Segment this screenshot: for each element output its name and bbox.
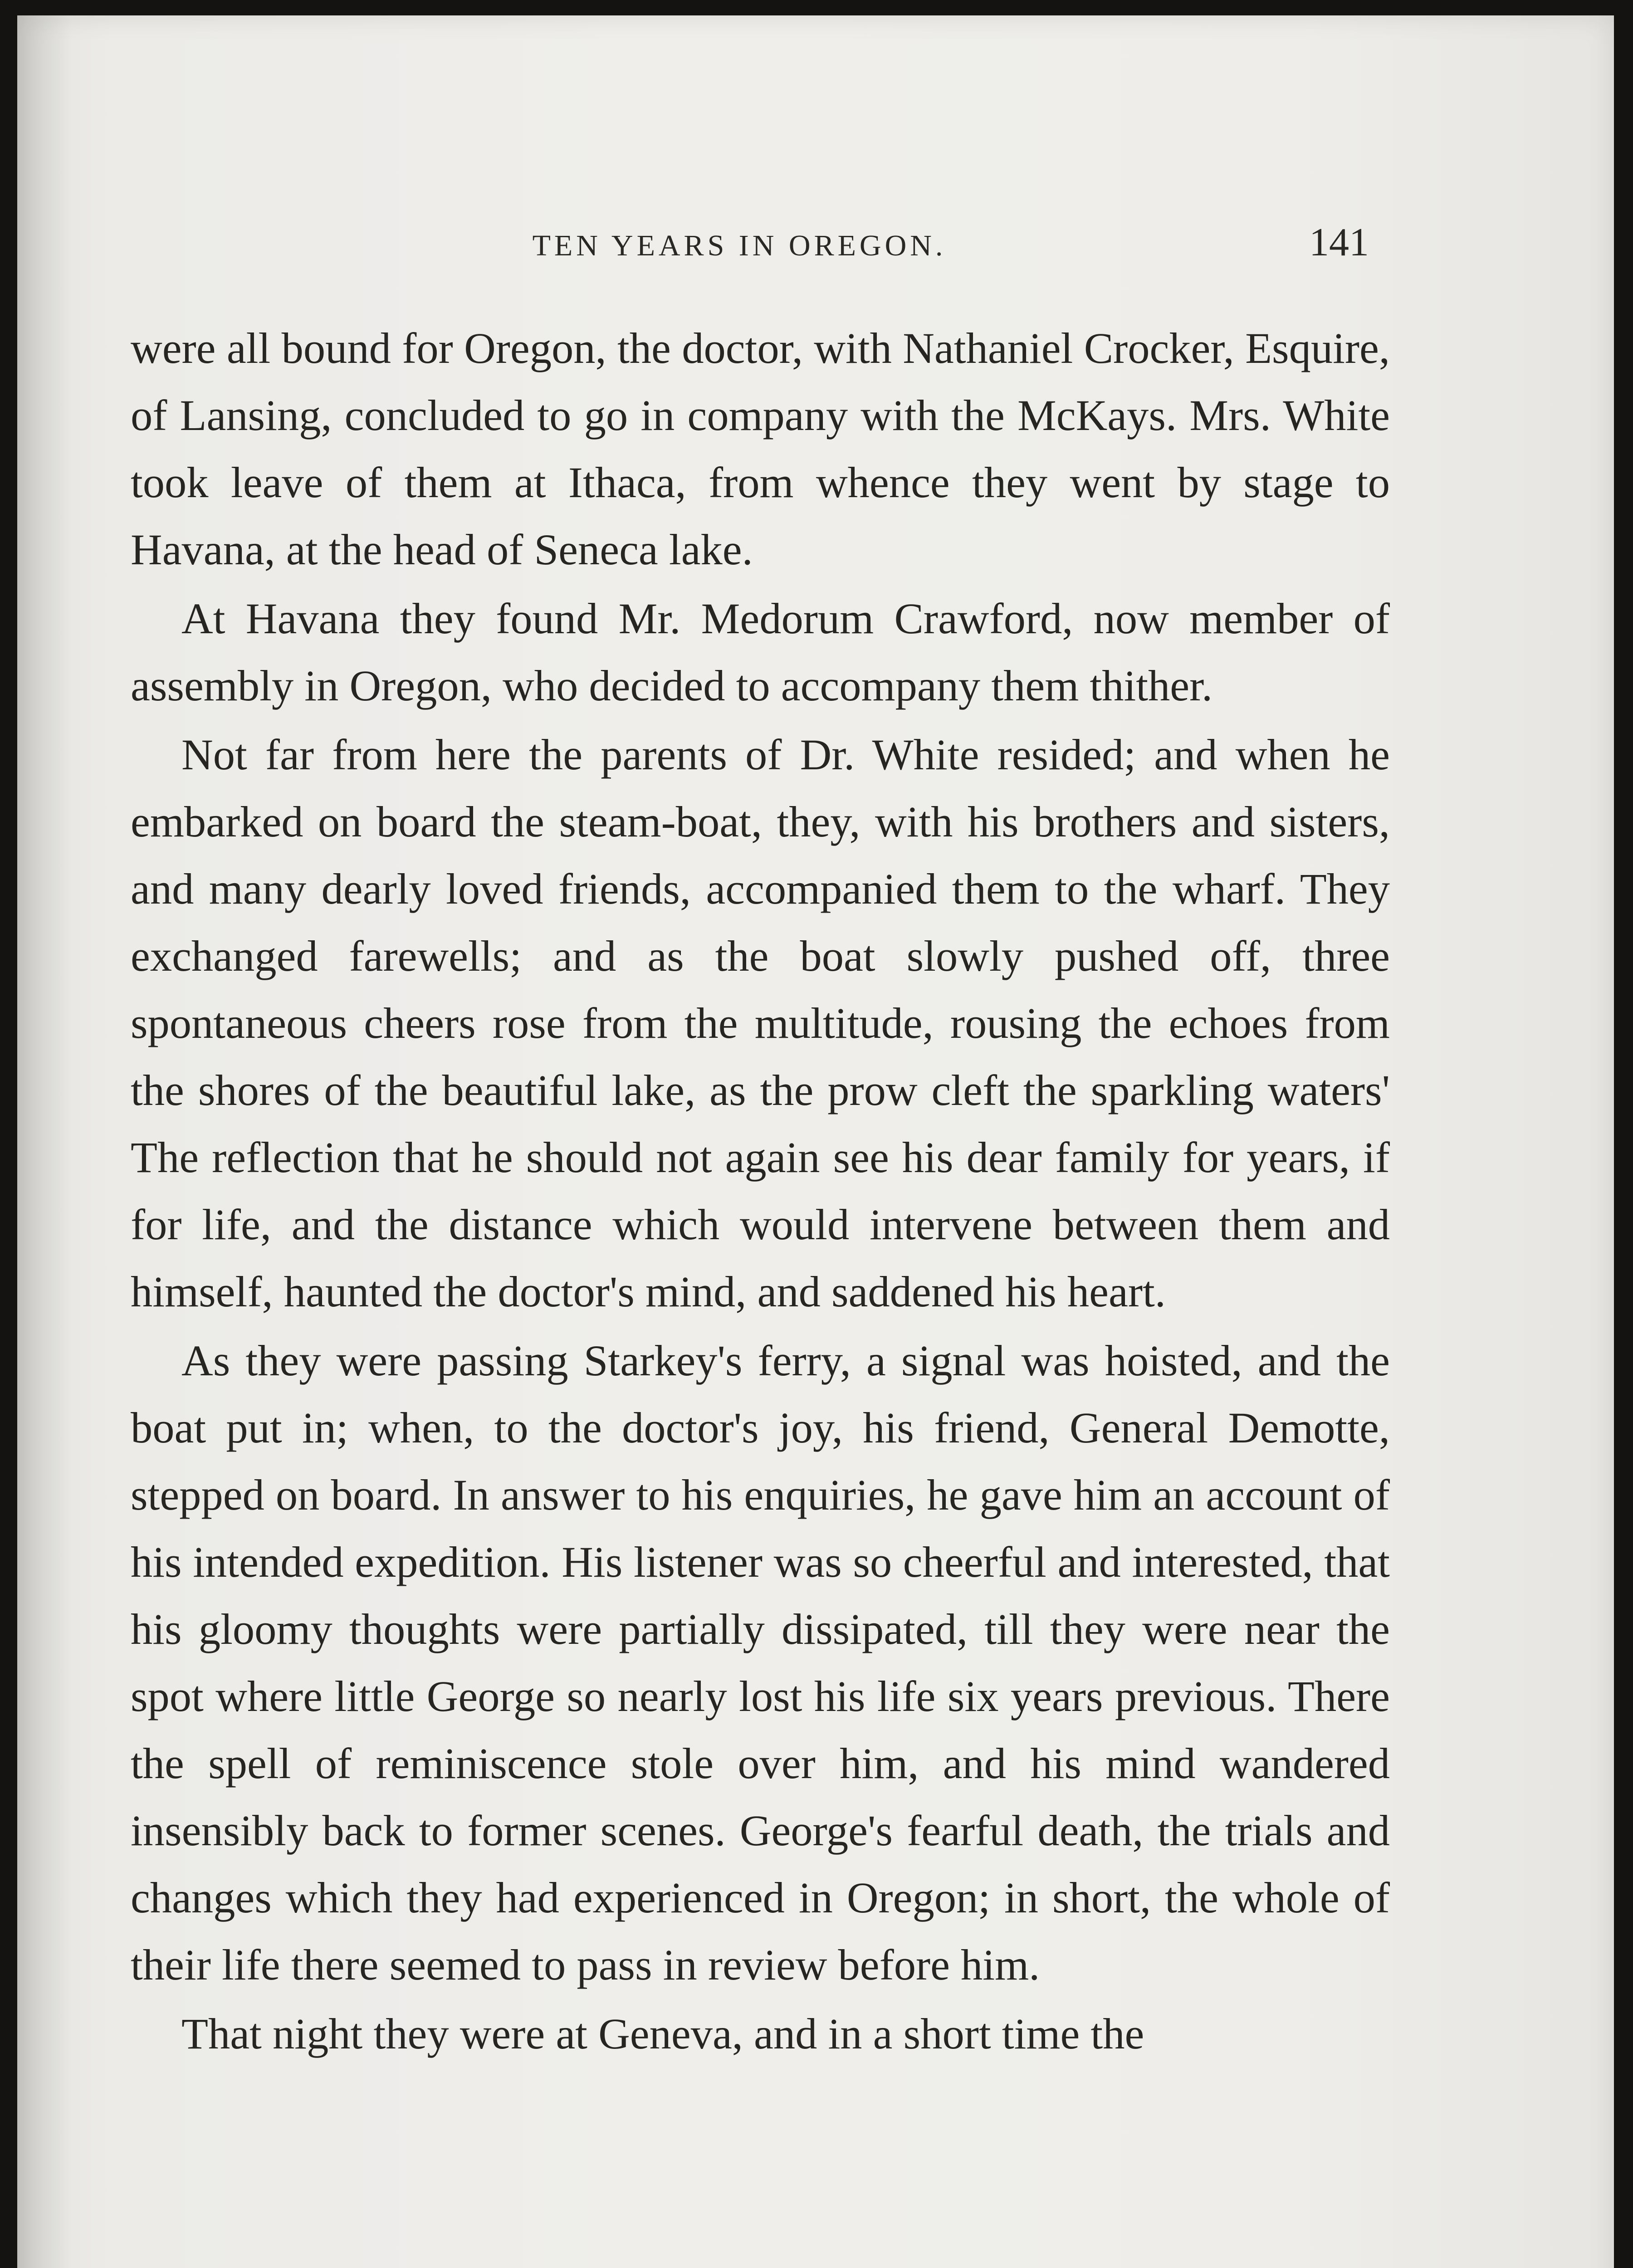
paragraph-1: were all bound for Oregon, the doctor, with Nathaniel Crocker, Esquire, of Lansing, concluded to go in company with the McKays. Mrs. White took leave of them at Ithaca, from whence they went by stage to Havana, at the head of Seneca lake. (131, 324, 1390, 574)
book-page (17, 15, 1614, 2268)
page-number: 141 (1309, 220, 1369, 264)
body-text (131, 315, 1390, 2069)
paragraph-5: That night they were at Geneva, and in a short time the (181, 2009, 1144, 2058)
running-title: TEN YEARS IN OREGON. (532, 229, 947, 262)
paragraph-4: As they were passing Starkey's ferry, a signal was hoisted, and the boat put in; when, to the doctor's joy, his friend, General Demotte, stepped on board. In answer to his enquiries, he gave him an account of his intended expedition. His listener was so cheerful and interested, that his gloomy thoughts were partially dissipated, till they were near the spot where little George so nearly lost his life six years previous. There the spell of reminiscence stole over him, and his mind wandered insensibly back to former scenes. George's fearful death, the trials and changes which they had experienced in Oregon; in short, the whole of their life there seemed to pass in review before him. (131, 1336, 1390, 1989)
paragraph-3: Not far from here the parents of Dr. White resided; and when he embarked on board the steam-boat, they, with his brothers and sisters, and many dearly loved friends, accompanied them to the wharf. They exchanged farewells; and as the boat slowly pushed off, three spontaneous cheers rose from the multitude, rousing the echoes from the shores of the beautiful lake, as the prow cleft the sparkling waters' The reflection that he should not again see his dear family for years, if for life, and the distance which would intervene between them and himself, haunted the doctor's mind, and saddened his heart. (131, 730, 1390, 1316)
page-header (110, 220, 1369, 288)
paragraph-2: At Havana they found Mr. Medorum Crawford, now member of assembly in Oregon, who decided to accompany them thither. (131, 594, 1390, 710)
